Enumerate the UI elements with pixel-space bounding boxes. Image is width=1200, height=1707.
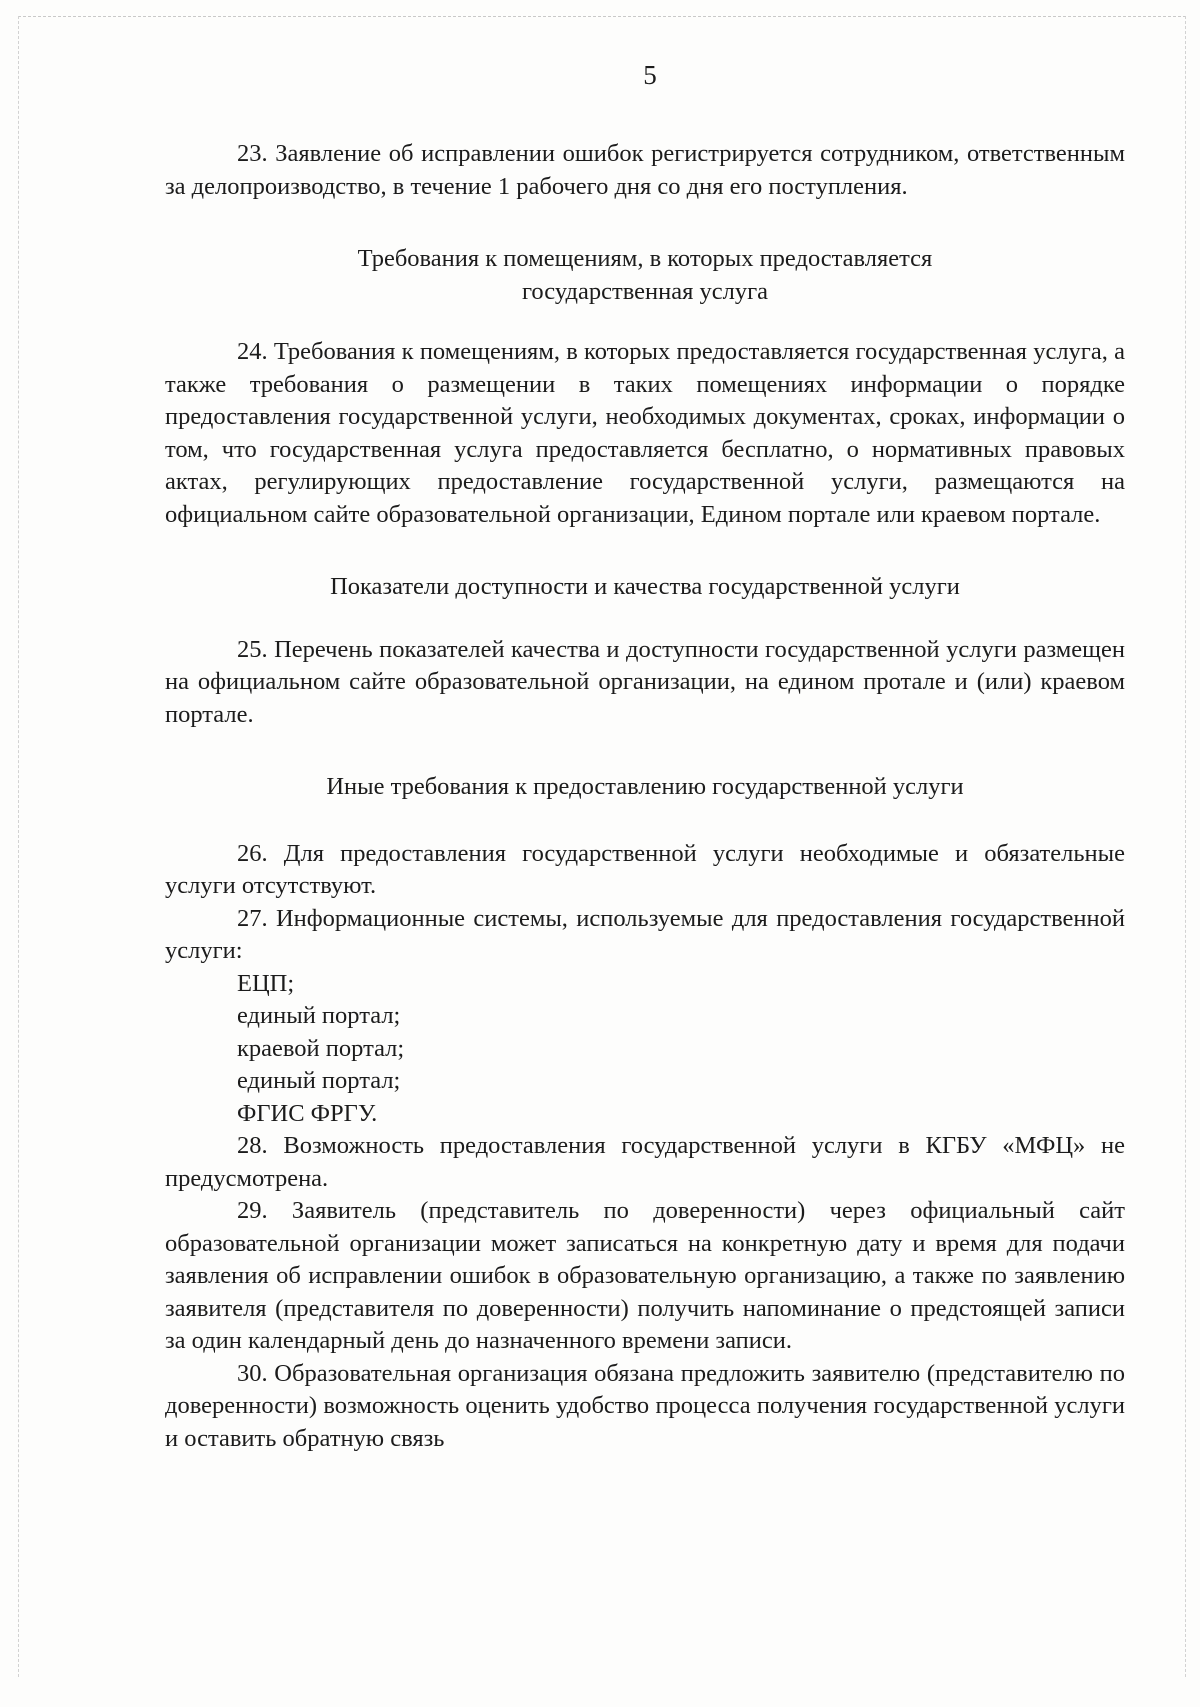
heading-premises [165,243,1125,308]
paragraph-25: 25. Перечень показателей качества и доступности государственной услуги размещен на официальном сайте образовательной организации, на едином протале и (или) краевом портале. [165,635,1125,728]
system-item-regional-portal: краевой портал; [237,1034,405,1062]
system-item-unified-portal: единый портал; [237,1002,401,1029]
page-number: 5 [643,60,657,90]
page-border-top [18,16,1186,17]
paragraph-24: 24. Требования к помещениям, в которых предоставляется государственная услуга, а также требования о размещении в таких помещениях информации о порядке предоставления государственной услуги, необходимых документах, сроках, информации о том, что государственная услуга предоставляется бесплатно, о нормативных правовых актах, регулирующих предоставление государственной услуги, размещаются на официальном сайте образовательной организации, Едином портале или краевом портале. [165,338,1125,528]
heading-other-requirements: Иные требования к предоставлению государственной услуги [326,773,964,800]
heading-premises-line-1: Требования к помещениям, в которых предоставляется [357,245,933,272]
paragraph-27: 27. Информационные системы, используемые для предоставления государственной услуги: [165,904,1125,964]
system-item-fgis-frgu: ФГИС ФРГУ. [237,1099,378,1127]
heading-quality: Показатели доступности и качества государственной услуги [330,573,960,600]
paragraph-28: 28. Возможность предоставления государственной услуги в КГБУ «МФЦ» не предусмотрена. [165,1132,1125,1192]
paragraph-30: 30. Образовательная организация обязана предложить заявителю (представителю по доверенности) возможность оценить удобство процесса получения государственной услуги и оставить обратную связь [165,1359,1125,1452]
heading-premises-line-2: государственная услуга [521,277,769,305]
paragraph-26: 26. Для предоставления государственной услуги необходимые и обязательные услуги отсутствуют. [165,839,1125,899]
page-border-right [1185,16,1186,1677]
page-border-left [18,16,19,1677]
paragraph-23: 23. Заявление об исправлении ошибок регистрируется сотрудником, ответственным за делопроизводство, в течение 1 рабочего дня со дня его поступления. [165,140,1125,200]
system-item-unified-portal-repeat: единый портал; [237,1067,401,1094]
system-item-ecp: ЕЦП; [237,969,295,997]
paragraph-29: 29. Заявитель (представитель по доверенности) через официальный сайт образовательной организации может записаться на конкретную дату и время для подачи заявления об исправлении ошибок в образовательную организацию, а также по заявлению заявителя (представителя по доверенности) получить напоминание о предстоящей записи за один календарный день до назначенного времени записи. [165,1197,1125,1354]
document-body [165,138,1125,1455]
